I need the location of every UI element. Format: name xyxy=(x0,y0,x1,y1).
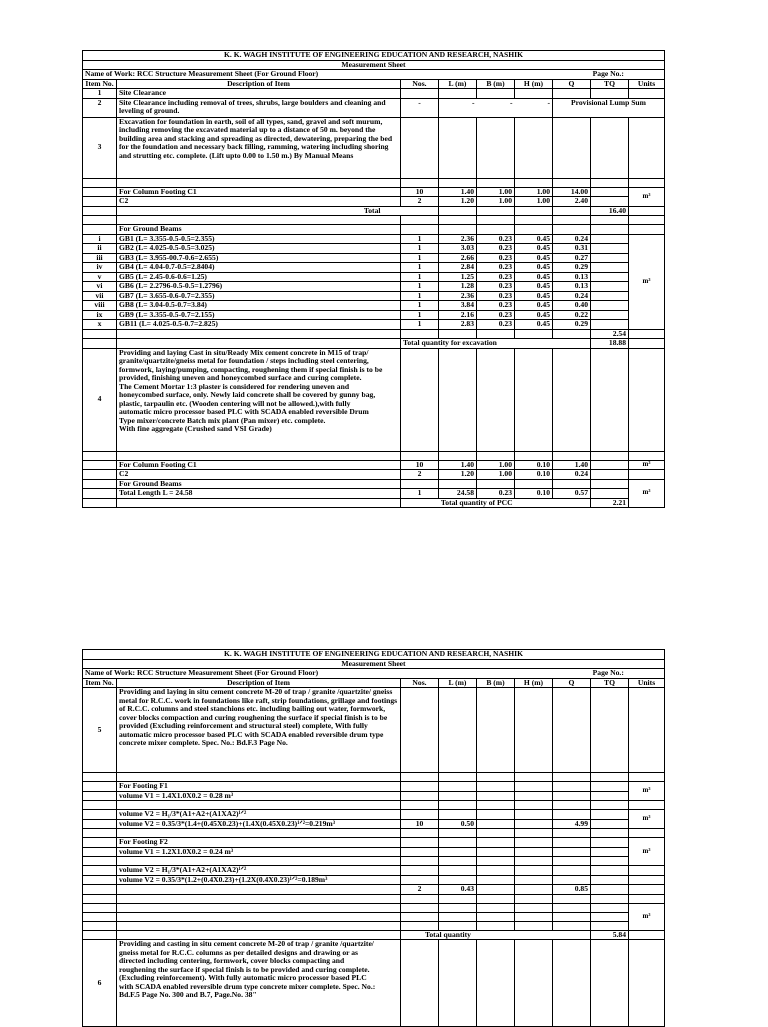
row-nos: 10 xyxy=(401,187,439,197)
beam-quantity: 0.13 xyxy=(553,272,591,282)
beam-height: 0.45 xyxy=(515,282,553,292)
table-row: 2 Site Clearance including removal of trees, shrubs, large boulders and cleaning and leveling of ground. - - - - Provisional Lump Sum xyxy=(83,98,665,117)
beam-length: 1.25 xyxy=(439,272,477,282)
description-line: Providing and laying Cast in situ/Ready Mix cement concrete in M15 of trap/ xyxy=(119,348,369,357)
unit-label: m³ xyxy=(629,903,665,930)
institute-title: K. K. WAGH INSTITUTE OF ENGINEERING EDUCATION AND RESEARCH, NASHIK xyxy=(83,51,665,61)
beam-height: 0.45 xyxy=(515,291,553,301)
pcc-total-label: Total quantity of PCC xyxy=(401,498,553,508)
pcc-total: 2.21 xyxy=(591,498,629,508)
header-height: H (m) xyxy=(515,678,553,688)
empty-cell xyxy=(591,263,629,273)
footing-f1-label: For Footing F1 xyxy=(117,782,401,792)
beam-row xyxy=(83,244,665,254)
header-item-no: Item No. xyxy=(83,79,117,89)
row-breadth: 1.00 xyxy=(477,197,515,207)
row-description: For Column Footing C1 xyxy=(117,460,401,470)
total-value: 16.40 xyxy=(591,206,629,216)
table-row xyxy=(83,470,665,480)
unit-label: m³ xyxy=(629,460,665,470)
item-number: 6 xyxy=(83,940,117,1027)
beam-number: v xyxy=(83,272,117,282)
header-quantity: Q xyxy=(553,678,591,688)
beams-total: 2.54 xyxy=(591,329,629,339)
table-row xyxy=(83,89,665,99)
page-number: Page No.: xyxy=(553,669,665,679)
row-description: C2 xyxy=(117,197,401,207)
header-description: Description of Item xyxy=(117,79,401,89)
table-row xyxy=(83,460,665,470)
empty-cell xyxy=(591,320,629,330)
beam-row xyxy=(83,234,665,244)
beam-row xyxy=(83,310,665,320)
header-total-quantity: TQ xyxy=(591,678,629,688)
measurement-sheet-1 xyxy=(82,50,665,508)
item-description xyxy=(117,348,401,451)
table-row xyxy=(83,187,665,197)
provisional-lump-sum: Provisional Lump Sum xyxy=(553,98,665,117)
row-height: 0.10 xyxy=(515,470,553,480)
table-row xyxy=(83,940,665,1027)
item-number: 4 xyxy=(83,348,117,451)
empty-cell xyxy=(591,244,629,254)
beam-height: 0.45 xyxy=(515,234,553,244)
beam-row xyxy=(83,253,665,263)
total-value: 5.84 xyxy=(591,930,629,940)
header-length: L (m) xyxy=(439,79,477,89)
row-nos: 1 xyxy=(401,489,439,499)
row-nos: 10 xyxy=(401,460,439,470)
header-nos: Nos. xyxy=(401,678,439,688)
excavation-total-label: Total quantity for excavation xyxy=(401,339,553,349)
beam-quantity: 0.40 xyxy=(553,301,591,311)
footing-f2-volume-2-formula: volume V2 = H₁/3*(A1+A2+(A1XA2)¹ᐟ² xyxy=(117,866,401,876)
ground-beams-label: For Ground Beams xyxy=(117,225,401,235)
beam-description: GB5 (L= 2.45-0.6-0.6=1.25) xyxy=(117,272,401,282)
row-quantity: 0.24 xyxy=(553,470,591,480)
sheet-subtitle: Measurement Sheet xyxy=(83,60,665,70)
ground-beam-rows xyxy=(83,234,665,329)
item-number: 3 xyxy=(83,117,117,178)
table-row xyxy=(83,117,665,178)
excavation-total: 18.88 xyxy=(591,339,629,349)
beam-length: 2.36 xyxy=(439,291,477,301)
header-total-quantity: TQ xyxy=(591,79,629,89)
column-headers xyxy=(83,678,665,688)
footing-f2-label: For Footing F2 xyxy=(117,838,401,848)
row-height: 1.00 xyxy=(515,197,553,207)
unit-label: m³ xyxy=(629,782,665,801)
row-nos: 2 xyxy=(401,197,439,207)
empty-cell xyxy=(591,253,629,263)
beam-breadth: 0.23 xyxy=(477,244,515,254)
beam-description: GB11 (L= 4.025-0.5-0.7=2.825) xyxy=(117,320,401,330)
beam-length: 2.16 xyxy=(439,310,477,320)
beam-length: 3.03 xyxy=(439,244,477,254)
item-description: Site Clearance including removal of trees, shrubs, large boulders and cleaning and leveling of ground. xyxy=(117,98,401,117)
empty-cell xyxy=(591,301,629,311)
beam-row xyxy=(83,301,665,311)
beam-height: 0.45 xyxy=(515,320,553,330)
empty-cell xyxy=(591,291,629,301)
row-nos: 10 xyxy=(401,819,439,829)
beam-number: iii xyxy=(83,253,117,263)
row-description: For Column Footing C1 xyxy=(117,187,401,197)
beam-breadth: 0.23 xyxy=(477,301,515,311)
beam-row xyxy=(83,282,665,292)
page-number: Page No.: xyxy=(553,70,665,80)
beam-quantity: 0.29 xyxy=(553,263,591,273)
beam-nos: 1 xyxy=(401,234,439,244)
beam-height: 0.45 xyxy=(515,301,553,311)
work-name: Name of Work: RCC Structure Measurement Sheet (For Ground Floor) xyxy=(83,70,553,80)
beam-nos: 1 xyxy=(401,301,439,311)
item-description xyxy=(117,940,401,1027)
table-row xyxy=(83,819,665,829)
beam-number: x xyxy=(83,320,117,330)
row-description: Total Length L = 24.58 xyxy=(117,489,401,499)
beam-breadth: 0.23 xyxy=(477,291,515,301)
unit-label: m³ xyxy=(629,838,665,866)
beam-number: ix xyxy=(83,310,117,320)
empty-cell xyxy=(591,282,629,292)
total-row xyxy=(83,206,665,216)
description-line: provided, finishing uneven and honeycombed surface and curing complete. xyxy=(119,373,362,382)
row-breadth: 1.00 xyxy=(477,460,515,470)
beam-quantity: 0.22 xyxy=(553,310,591,320)
beam-row xyxy=(83,291,665,301)
beam-quantity: 0.24 xyxy=(553,234,591,244)
beam-height: 0.45 xyxy=(515,272,553,282)
empty-cell xyxy=(591,272,629,282)
footing-f2-volume-2-calc: volume V2 = 0.35/3*(1.2+(0.4X0.23)+(1.2X(0.4X0.23)¹ᐟ²=0.189m³ xyxy=(117,875,401,885)
header-description: Description of Item xyxy=(117,678,401,688)
table-row xyxy=(83,688,665,773)
row-length: 24.58 xyxy=(439,489,477,499)
header-item-no: Item No. xyxy=(83,678,117,688)
beam-quantity: 0.31 xyxy=(553,244,591,254)
beam-breadth: 0.23 xyxy=(477,253,515,263)
beam-nos: 1 xyxy=(401,263,439,273)
row-length: 1.40 xyxy=(439,187,477,197)
total-label: Total quantity xyxy=(401,930,553,940)
row-length: 1.40 xyxy=(439,460,477,470)
empty-cell xyxy=(591,234,629,244)
description-line: granite/quartzite/gneiss metal for foundation / steps including steel centering, xyxy=(119,356,369,365)
row-quantity: 2.40 xyxy=(553,197,591,207)
beam-breadth: 0.23 xyxy=(477,282,515,292)
item-description: Site Clearance xyxy=(117,89,401,99)
beam-nos: 1 xyxy=(401,244,439,254)
row-description: C2 xyxy=(117,470,401,480)
table-row xyxy=(83,885,665,895)
beam-description: GB9 (L= 3.355-0.5-0.7=2.155) xyxy=(117,310,401,320)
unit-label: m³ xyxy=(629,810,665,829)
footing-f1-volume-2-formula: volume V2 = H₁/3*(A1+A2+(A1XA2)¹ᐟ² xyxy=(117,810,401,820)
beam-number: vii xyxy=(83,291,117,301)
header-quantity: Q xyxy=(553,79,591,89)
beam-description: GB6 (L= 2.2796-0.5-0.5=1.2796) xyxy=(117,282,401,292)
beam-height: 0.45 xyxy=(515,244,553,254)
header-length: L (m) xyxy=(439,678,477,688)
nos-dash: - xyxy=(401,98,439,117)
total-label: Total xyxy=(117,206,401,216)
row-quantity: 4.99 xyxy=(553,819,591,829)
footing-f1-volume-1: volume V1 = 1.4X1.0X0.2 = 0.28 m³ xyxy=(117,791,401,801)
table-row xyxy=(83,489,665,499)
sheet-subtitle: Measurement Sheet xyxy=(83,659,665,669)
header-breadth: B (m) xyxy=(477,678,515,688)
row-length: 1.20 xyxy=(439,470,477,480)
row-quantity: 0.85 xyxy=(553,885,591,895)
description-line: with SCADA enabled reversible drum type concrete mixer complete. Spec. No.: xyxy=(119,981,376,991)
beam-description: GB3 (L= 3.955-00.7-0.6=2.655) xyxy=(117,253,401,263)
header-height: H (m) xyxy=(515,79,553,89)
row-nos: 2 xyxy=(401,470,439,480)
description-line: honeycombed surface, only. Newly laid concrete shall be covered by gunny bag, xyxy=(119,390,376,399)
description-line: automatic micro processor based PLC with SCADA enabled reversible Drum xyxy=(119,407,369,416)
beam-row xyxy=(83,320,665,330)
description-line: The Cement Mortar 1:3 plaster is considered for rendering uneven and xyxy=(119,381,350,391)
work-name: Name of Work: RCC Structure Measurement Sheet (For Ground Floor) xyxy=(83,669,553,679)
row-quantity: 14.00 xyxy=(553,187,591,197)
measurement-sheet-2 xyxy=(82,649,665,1027)
unit-label: m³ xyxy=(629,187,665,206)
beam-description: GB8 (L= 3.04-0.5-0.7=3.84) xyxy=(117,301,401,311)
table-row xyxy=(83,348,665,451)
beam-description: GB2 (L= 4.025-0.5-0.5=3.025) xyxy=(117,244,401,254)
beam-length: 3.84 xyxy=(439,301,477,311)
row-breadth: 1.00 xyxy=(477,187,515,197)
description-line: directed including centering, formwork, cover blocks compacting and xyxy=(119,956,345,965)
description-line: (Excluding reinforcement). With fully automatic micro processor based PLC xyxy=(119,973,367,982)
header-nos: Nos. xyxy=(401,79,439,89)
beam-quantity: 0.29 xyxy=(553,320,591,330)
beam-number: ii xyxy=(83,244,117,254)
row-breadth: 1.00 xyxy=(477,470,515,480)
beam-height: 0.45 xyxy=(515,263,553,273)
row-length: 0.43 xyxy=(439,885,477,895)
beam-quantity: 0.27 xyxy=(553,253,591,263)
beam-description: GB1 (L= 3.355-0.5-0.5=2.355) xyxy=(117,234,401,244)
row-quantity: 1.40 xyxy=(553,460,591,470)
item-description: Excavation for foundation in earth, soil of all types, sand, gravel and soft murum, including removing the excavated material up to a distance of 50 m. beyond the building area and stacking and spreading as directed, dewatering, preparing the bed for the foundation and necessary back filling, ramming, watering including shoring and strutting etc. complete. (Lift upto 0.00 to 1.50 m.) By Manual Means xyxy=(117,117,401,178)
beam-number: i xyxy=(83,234,117,244)
beam-length: 1.28 xyxy=(439,282,477,292)
beam-row xyxy=(83,272,665,282)
item-number: 1 xyxy=(83,89,117,99)
beam-quantity: 0.24 xyxy=(553,291,591,301)
row-height: 1.00 xyxy=(515,187,553,197)
beam-nos: 1 xyxy=(401,272,439,282)
beam-breadth: 0.23 xyxy=(477,234,515,244)
beam-length: 2.66 xyxy=(439,253,477,263)
pcc-beams-label: For Ground Beams xyxy=(117,479,401,489)
beam-breadth: 0.23 xyxy=(477,263,515,273)
beam-nos: 1 xyxy=(401,320,439,330)
total-row xyxy=(83,930,665,940)
description-line: With fine aggregate (Crushed sand VSI Grade) xyxy=(119,424,272,433)
beam-breadth: 0.23 xyxy=(477,310,515,320)
institute-title: K. K. WAGH INSTITUTE OF ENGINEERING EDUCATION AND RESEARCH, NASHIK xyxy=(83,650,665,660)
beam-number: iv xyxy=(83,263,117,273)
beam-breadth: 0.23 xyxy=(477,320,515,330)
description-line: formwork, laying/pumping, compacting, roughening them if special finish is to be xyxy=(119,364,383,374)
beam-height: 0.45 xyxy=(515,310,553,320)
item-number: 5 xyxy=(83,688,117,773)
row-length: 0.50 xyxy=(439,819,477,829)
beam-height: 0.45 xyxy=(515,253,553,263)
row-breadth: 0.23 xyxy=(477,489,515,499)
beam-number: vi xyxy=(83,282,117,292)
unit-label: m³ xyxy=(629,234,665,329)
unit-label: m³ xyxy=(629,479,665,508)
empty-cell xyxy=(591,310,629,320)
description-line: Type mixer/concrete Batch mix plant (Pan mixer) etc. complete. xyxy=(119,415,326,425)
description-line: Bd.F.5 Page No. 300 and B.7, Page.No. 38" xyxy=(119,990,257,999)
header-breadth: B (m) xyxy=(477,79,515,89)
row-height: 0.10 xyxy=(515,460,553,470)
beam-description: GB4 (L= 4.04-0.7-0.5=2.8404) xyxy=(117,263,401,273)
beam-nos: 1 xyxy=(401,253,439,263)
beam-nos: 1 xyxy=(401,282,439,292)
description-line: roughening the surface if special finish is to be provided and curing complete. xyxy=(119,964,370,974)
description-line: gneiss metal for R.C.C. columns as per detailed designs and drawing or as xyxy=(119,947,359,957)
beam-description: GB7 (L= 3.655-0.6-0.7=2.355) xyxy=(117,291,401,301)
column-headers xyxy=(83,79,665,89)
beam-breadth: 0.23 xyxy=(477,272,515,282)
total-row xyxy=(83,498,665,508)
item-description: Providing and laying in situ cement concrete M-20 of trap / granite /quartzite/ gneiss metal for R.C.C. work in foundations like raft, strip foundations, grillage and footings of R.C.C. columns and steel stanchions etc. including bailing out water, formwork, cover blocks compaction and curing roughening the surface if special finish is to be provided (Excluding reinforcement and structural steel) complete, With fully automatic micro processor based PLC with SCADA enabled reversible drum type concrete mixer complete. Spec. No.: Bd.F.3 Page No. xyxy=(117,688,401,773)
beam-nos: 1 xyxy=(401,291,439,301)
row-nos: 2 xyxy=(401,885,439,895)
beam-quantity: 0.13 xyxy=(553,282,591,292)
row-length: 1.20 xyxy=(439,197,477,207)
header-units: Units xyxy=(629,79,665,89)
description-line: Providing and casting in situ cement concrete M-20 of trap / granite /quartzite/ xyxy=(119,939,374,948)
footing-f1-volume-2-calc: volume V2 = 0.35/3*(1.4+(0.45X0.23)+(1.4X(0.45X0.23)¹ᐟ²=0.219m³ xyxy=(117,819,401,829)
description-line: plastic, tarpaulin etc. (Wooden centering will not be allowed.),with fully xyxy=(119,398,351,408)
row-quantity: 0.57 xyxy=(553,489,591,499)
footing-f2-volume-1: volume V1 = 1.2X1.0X0.2 = 0.24 m³ xyxy=(117,847,401,857)
beam-row xyxy=(83,263,665,273)
beam-length: 2.84 xyxy=(439,263,477,273)
total-row xyxy=(83,339,665,349)
header-units: Units xyxy=(629,678,665,688)
item-number: 2 xyxy=(83,98,117,117)
beam-length: 2.83 xyxy=(439,320,477,330)
beam-nos: 1 xyxy=(401,310,439,320)
table-row xyxy=(83,197,665,207)
row-height: 0.10 xyxy=(515,489,553,499)
beam-number: viii xyxy=(83,301,117,311)
beam-length: 2.36 xyxy=(439,234,477,244)
